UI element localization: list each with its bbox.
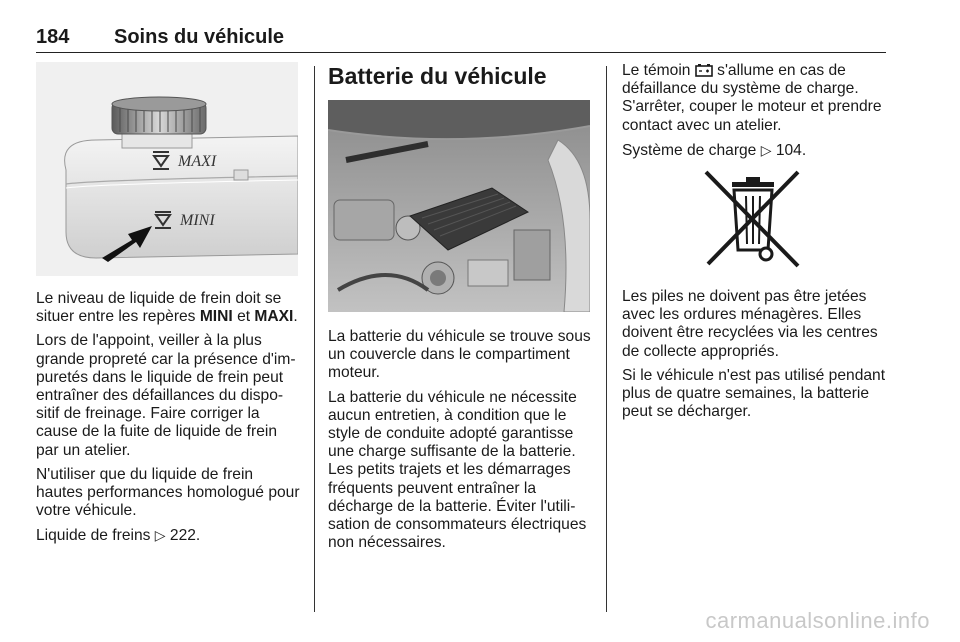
page-ref-link[interactable]: 104. — [775, 141, 807, 159]
maxi-label: MAXI — [178, 153, 217, 170]
battery-warning-icon — [695, 63, 713, 77]
brake-fluid-reservoir-figure — [36, 62, 298, 276]
text-run: Le témoin — [622, 62, 695, 79]
page-ref-link[interactable]: 222. — [169, 527, 201, 545]
column-3 — [622, 62, 888, 427]
battery-discharge-paragraph: Si le véhicule n'est pas utilisé pendant plus de quatre semaines, la batterie peut se décharger. — [622, 366, 886, 421]
section-heading: Batterie du véhicule — [328, 63, 547, 89]
text-run: Système de charge — [622, 141, 761, 159]
page-number: 184 — [36, 26, 70, 48]
brake-fluid-reference — [36, 526, 300, 545]
maxi-bold: MAXI — [254, 308, 294, 326]
crossed-bin-recycling-icon — [698, 168, 808, 272]
fluid-type-paragraph: N'utiliser que du liquide de frein hautes performances homologué pour votre véhicule. — [36, 465, 300, 520]
column-divider-1 — [314, 66, 315, 612]
page-title: Soins du véhicule — [114, 26, 285, 48]
battery-maintenance-paragraph: La batterie du véhicule ne nécessite aucun entretien, à condition que le style de conduite adopté garantisse une charge suffisante de la batterie. Les petits trajets et les démarrages fréquents peuvent entraîner la décharge de la batterie. Éviter l'utili-sation de consommateurs électriques non nécessaires. — [328, 388, 587, 552]
battery-disposal-paragraph: Les piles ne doivent pas être jetées avec les ordures ménagères. Elles doivent être recyclées via les centres de collecte appropriés. — [622, 288, 878, 360]
page-ref-arrow-icon: ▷ — [154, 527, 166, 544]
page-header — [36, 22, 886, 53]
page-ref-arrow-icon: ▷ — [760, 141, 772, 158]
text-run: Liquide de freins — [36, 527, 155, 545]
mini-bold: MINI — [199, 308, 233, 326]
watermark: carmanualsonline.info — [705, 608, 930, 633]
brake-fluid-level-paragraph — [36, 290, 300, 326]
mini-label: MINI — [180, 212, 215, 229]
charging-system-reference — [622, 141, 888, 160]
column-divider-2 — [606, 66, 607, 612]
column-2 — [328, 62, 592, 558]
text-run: et — [232, 308, 255, 326]
refill-paragraph: Lors de l'appoint, veiller à la plus grande propreté car la présence d'im-puretés dans le liquide de frein peut entraîner des défaillances du dispo-sitif de freinage. Faire corriger la cause de la fuite de liquide de frein par un atelier. — [36, 332, 296, 459]
charging-warning-paragraph — [622, 62, 888, 135]
battery-location-paragraph: La batterie du véhicule se trouve sous un couvercle dans le compartiment moteur. — [328, 328, 591, 382]
column-1 — [36, 62, 300, 545]
text-run: Le niveau de liquide de frein doit se situer entre les repères — [36, 290, 282, 326]
text-run: s'allume en cas de défaillance du système de charge. S'arrêter, couper le moteur et prendre contact avec un atelier. — [622, 62, 882, 134]
text-run: . — [293, 308, 298, 326]
engine-compartment-battery-figure — [328, 100, 590, 312]
